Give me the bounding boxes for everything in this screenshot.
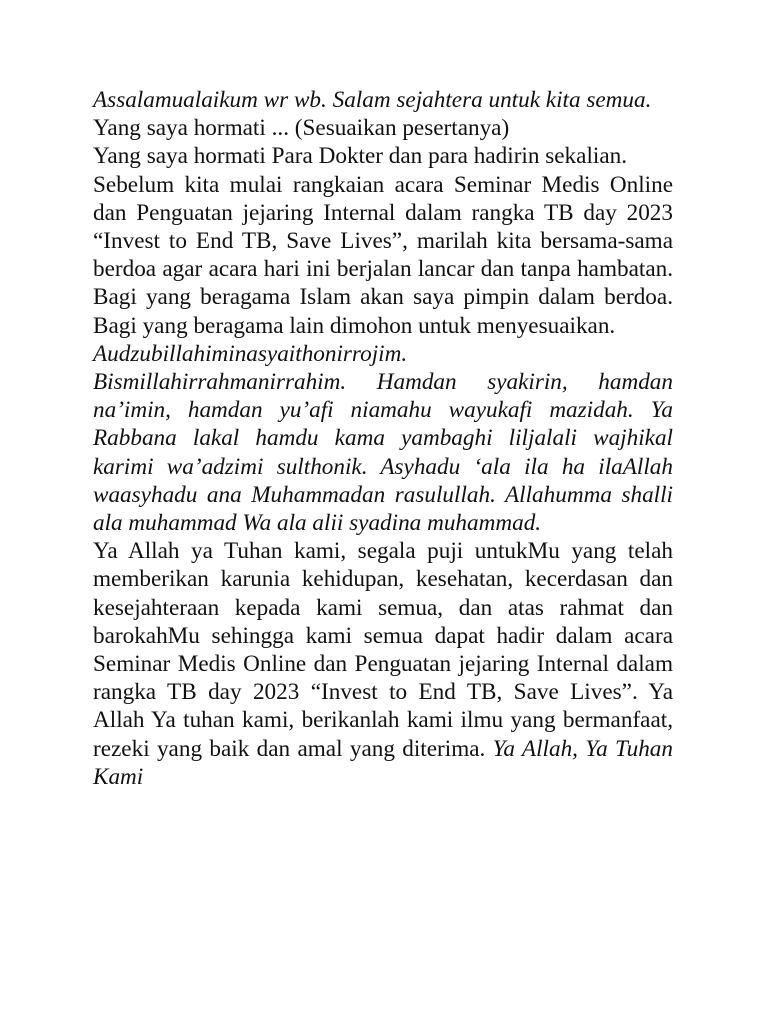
paragraph-opening: Sebelum kita mulai rangkaian acara Seminar Medis Online dan Penguatan jejaring Internal dalam rangka TB day 2023 “Invest to End TB, Save Lives”, marilah kita bersama-sama berdoa agar acara hari ini berjalan lancar dan tanpa hambatan. Bagi yang beragama Islam akan saya pimpin dalam berdoa. Bagi yang beragama lain dimohon untuk menyesuaikan. (93, 171, 673, 339)
paragraph-prayer-arabic: Bismillahirrahmanirrahim. Hamdan syakirin, hamdan na’imin, hamdan yu’afi niamahu wayukafi mazidah. Ya Rabbana lakal hamdu kama yambaghi liljalali wajhikal karimi wa’adzimi sulthonik. Asyhadu ‘ala ila ha ilaAllah waasyhadu ana Muhammadan rasulullah. Allahumma shalli ala muhammad Wa ala alii syadina muhammad. (93, 369, 673, 537)
paragraph-prayer (93, 537, 673, 791)
paragraph-taawudz: Audzubillahiminasyaithonirrojim. (93, 340, 408, 367)
document-page (93, 86, 673, 791)
prayer-text: Ya Allah ya Tuhan kami, segala puji untukMu yang telah memberikan karunia kehidupan, kesehatan, kecerdasan dan kesejahteraan kepada kami semua, dan atas rahmat dan barokahMu sehingga kami semua dapat hadir dalam acara Seminar Medis Online dan Penguatan jejaring Internal dalam rangka TB day 2023 “Invest to End TB, Save Lives”. Ya Allah Ya tuhan kami, berikanlah kami ilmu yang bermanfaat, rezeki yang baik dan amal yang diterima. (93, 538, 673, 762)
prayer-text-italic: Ya Allah, Ya Tuhan Kami (93, 735, 673, 790)
paragraph-greeting: Assalamualaikum wr wb. Salam sejahtera untuk kita semua. (93, 87, 652, 113)
paragraph-salutation: Yang saya hormati ... (Sesuaikan pesertanya) (93, 115, 510, 142)
paragraph-honored-guests: Yang saya hormati Para Dokter dan para hadirin sekalian. (93, 143, 628, 170)
